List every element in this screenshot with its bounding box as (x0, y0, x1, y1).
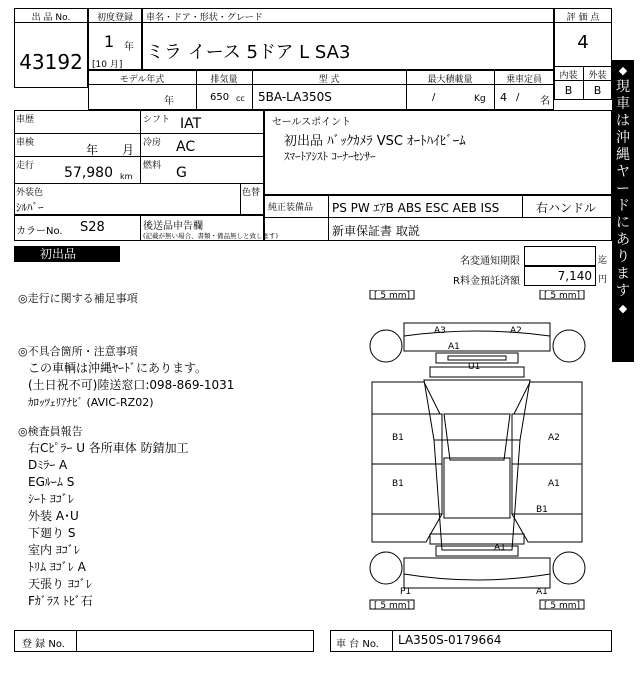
damage-mark: B1 (392, 433, 404, 443)
name-change-unit: 迄 (598, 256, 608, 266)
max-load-unit: Kg (474, 94, 486, 104)
steering-side: 右ハンドル (536, 201, 597, 215)
inspector-line: 外装 A･U (28, 509, 79, 523)
inspection-label: 車検 (16, 138, 35, 148)
max-load-label: 最大積載量 (427, 75, 473, 85)
chassis-no: LA350S-0179664 (398, 633, 502, 647)
displacement-unit: cc (236, 94, 245, 103)
details-grid (14, 110, 264, 215)
inspector-line: Fｶﾞﾗｽ ﾄﾋﾞ石 (28, 594, 93, 608)
first-reg-month: [10 月] (92, 60, 123, 70)
banner-diamond-bottom: ◆ (618, 302, 628, 315)
damage-mark: B1 (392, 479, 404, 489)
lot-no-label: 出 品 No. (31, 13, 71, 23)
model-year-unit: 年 (164, 96, 174, 107)
damage-mark: P1 (400, 587, 412, 597)
reg-no-label: 登 録 No. (22, 639, 65, 650)
color-no-label: カラーNo. (16, 226, 63, 237)
defects-title: ◎不具合箇所・注意事項 (18, 345, 138, 358)
first-listing-tag: 初出品 (14, 246, 120, 262)
inspector-line: 右Cﾋﾟﾗｰ U 各所車体 防錆加工 (28, 441, 189, 455)
inspector-line: 室内 ﾖｺﾞﾚ (28, 543, 80, 557)
model-name: ミラ イース 5ドア L SA3 (146, 42, 351, 63)
recycle-label: R料金預託済額 (453, 276, 520, 287)
first-reg-year: 1 (104, 32, 115, 51)
tire-label-rr: [ 5 mm] (544, 601, 581, 611)
ac-label: 冷房 (143, 138, 162, 148)
inspector-line: 下廻り S (28, 526, 76, 540)
shift-label: シフト (143, 115, 171, 125)
interior-grade: B (564, 84, 573, 97)
tire-label-fl: [ 5 mm] (374, 291, 411, 301)
score: 4 (577, 32, 589, 53)
damage-mark: A1 (494, 543, 506, 553)
model-year-label: モデル年式 (119, 75, 165, 85)
recycle-value: 7,140 (557, 269, 592, 283)
inspector-line: Dﾐﾗｰ A (28, 458, 68, 472)
equipment-label: 純正装備品 (268, 203, 314, 213)
inspector-title: ◎検査員報告 (18, 425, 83, 438)
score-label: 評 価 点 (566, 13, 600, 23)
sales-points-label: セールスポイント (272, 117, 352, 128)
exterior-color-label: 外装色 (16, 188, 44, 198)
late-app-label: 後送品申告欄 (143, 221, 203, 232)
model-type: 5BA-LA350S (258, 90, 332, 104)
warranty: 新車保証書 取説 (332, 224, 420, 238)
interior-label: 内装 (559, 71, 578, 81)
damage-mark: A1 (536, 587, 548, 597)
banner-diamond-top: ◆ (618, 64, 628, 77)
damage-mark: U1 (468, 362, 481, 372)
shift: IAT (180, 116, 202, 132)
inspection-month: 月 (122, 143, 135, 157)
inspector-line: ﾄﾘﾑ ﾖｺﾞﾚ A (28, 560, 86, 574)
damage-mark: A1 (448, 342, 460, 352)
model-name-label: 車名・ドア・形状・グレード (146, 13, 263, 23)
max-load-slash: / (432, 92, 436, 103)
name-change-value (524, 246, 596, 266)
driving-notes-title: ◎走行に関する補足事項 (18, 292, 138, 305)
fuel: G (176, 165, 187, 181)
tire-label-rl: [ 5 mm] (374, 601, 411, 611)
damage-diagram (344, 290, 610, 628)
damage-mark: A2 (510, 326, 522, 336)
chassis-label: 車 台 No. (336, 639, 379, 650)
remarks (18, 290, 338, 610)
location-banner: ◆ 現 車 は 沖 縄 ヤ ー ド に あ り ま す ◆ (612, 60, 634, 362)
first-reg-year-unit: 年 (124, 42, 134, 53)
capacity-slash: / (516, 92, 520, 103)
displacement-label: 排気量 (210, 75, 238, 85)
capacity: 4 (500, 91, 507, 104)
exterior-label: 外装 (588, 71, 607, 81)
fuel-label: 燃料 (143, 161, 162, 171)
inspector-line: EGﾙｰﾑ S (28, 475, 75, 489)
lot-no: 43192 (19, 50, 83, 74)
defect-line: (土日祝不可)陸送窓口:098-869-1031 (28, 378, 235, 392)
exterior-grade: B (593, 84, 602, 97)
damage-mark: A3 (434, 326, 446, 336)
color-change-label: 色替 (242, 188, 261, 198)
recycle-unit: 円 (598, 275, 608, 285)
defect-line: この車輌は沖縄ﾔｰﾄﾞにあります。 (28, 361, 208, 375)
capacity-label: 乗車定員 (505, 75, 542, 85)
name-change-label: 名変通知期限 (460, 256, 520, 267)
mileage: 57,980 (64, 165, 113, 181)
color-no: S28 (80, 220, 105, 235)
history-label: 車歴 (16, 115, 35, 125)
damage-mark: A2 (548, 433, 560, 443)
inspector-line: ｼｰﾄ ﾖｺﾞﾚ (28, 492, 74, 506)
equipment-items: PS PW ｴｱB ABS ESC AEB ISS (332, 201, 500, 215)
tire-label-fr: [ 5 mm] (544, 291, 581, 301)
inspector-line: 天張り ﾖｺﾞﾚ (28, 577, 92, 591)
late-app-note: (記載が無い場合、書類・備品無しと致します) (143, 232, 279, 240)
damage-mark: A1 (548, 479, 560, 489)
ac: AC (176, 139, 196, 155)
first-reg-label: 初度登録 (96, 13, 133, 23)
displacement: 650 (210, 92, 230, 103)
sales-points-line2: ｽﾏｰﾄｱｼｽﾄ ｺｰﾅｰｾﾝｻｰ (284, 150, 376, 163)
inspection-year: 年 (86, 143, 99, 157)
sales-points-line1: 初出品 ﾊﾞｯｸｶﾒﾗ VSC ｵｰﾄﾊｲﾋﾞｰﾑ (284, 134, 466, 149)
mileage-unit: km (120, 172, 133, 181)
type-label: 型 式 (318, 75, 340, 85)
capacity-unit: 名 (540, 96, 550, 107)
defect-line: ｶﾛｯﾂｪﾘｱﾅﾋﾞ (AVIC-RZ02) (28, 396, 154, 409)
mileage-label: 走行 (16, 161, 35, 171)
exterior-color: ｼﾙﾊﾞｰ (16, 201, 44, 214)
damage-mark: B1 (536, 505, 548, 515)
